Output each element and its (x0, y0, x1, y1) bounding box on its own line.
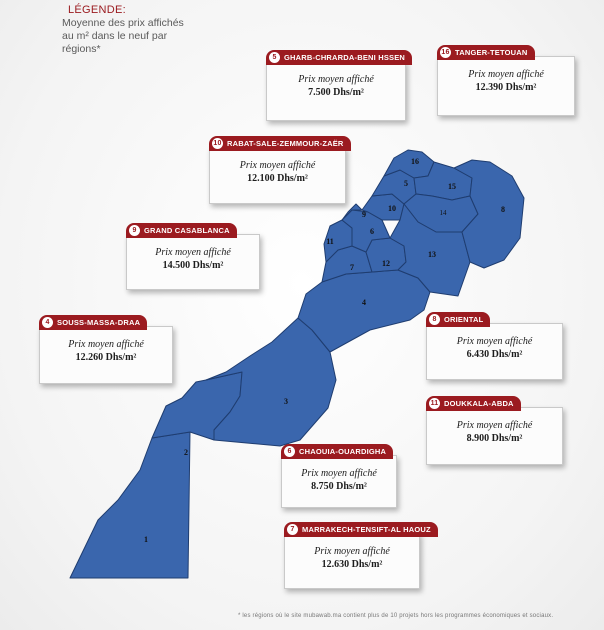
region-name: CHAOUIA-OUARDIGHA (299, 447, 387, 456)
region-number-badge: 4 (42, 317, 53, 328)
region-label-1: 1 (144, 535, 148, 544)
price-label: Prix moyen affiché (239, 160, 316, 171)
legend-description-line1: Moyenne des prix affichés (62, 17, 184, 29)
region-label-3: 3 (284, 397, 288, 406)
region-name: GHARB-CHRARDA-BENI HSSEN (284, 53, 406, 62)
region-label-11: 11 (326, 237, 334, 246)
legend-description-line2: au m² dans le neuf par (62, 30, 168, 42)
price-label: Prix moyen affiché (456, 336, 533, 347)
region-label-6: 6 (370, 227, 374, 236)
region-card-header (437, 45, 535, 60)
region-number-badge: 11 (430, 400, 439, 407)
region-label-10: 10 (388, 204, 396, 213)
price-value: 12.100 Dhs/m² (247, 173, 308, 184)
region-name: GRAND CASABLANCA (144, 226, 230, 235)
price-value: 14.500 Dhs/m² (162, 260, 224, 271)
region-number-badge: 6 (284, 446, 295, 457)
price-value: 6.430 Dhs/m² (466, 349, 523, 360)
region-card-doukkala (426, 399, 563, 465)
region-card-header (281, 444, 393, 459)
region-label-8: 8 (501, 205, 505, 214)
region-label-4: 4 (362, 298, 366, 307)
region-number-badge: 7 (287, 524, 298, 535)
region-card-header (266, 50, 412, 65)
region-label-16: 16 (411, 157, 419, 166)
region-label-14: 14 (439, 209, 447, 217)
region-card-chaouia (281, 447, 397, 508)
region-name: SOUSS-MASSA-DRAA (57, 318, 141, 327)
region-name: TANGER-TETOUAN (455, 48, 528, 57)
region-card-casablanca (126, 226, 260, 290)
price-label: Prix moyen affiché (301, 468, 377, 479)
region-number-badge: 8 (429, 314, 440, 325)
price-value: 12.260 Dhs/m² (75, 352, 137, 363)
region-name: DOUKKALA-ABDA (444, 399, 514, 408)
region-card-tanger (437, 48, 575, 116)
region-number-badge: 16 (441, 49, 450, 56)
price-label: Prix moyen affiché (314, 546, 390, 557)
price-value: 12.630 Dhs/m² (321, 559, 383, 570)
region-name: MARRAKECH-TENSIFT-AL HAOUZ (302, 525, 431, 534)
legend-description-line3: régions* (62, 43, 101, 55)
region-card-header (426, 312, 490, 327)
region-label-15: 15 (448, 182, 456, 191)
region-card-header (126, 223, 237, 238)
price-value: 12.390 Dhs/m² (475, 82, 537, 93)
region-label-7: 7 (350, 263, 354, 272)
region-label-13: 13 (428, 250, 436, 259)
region-label-12: 12 (382, 259, 390, 268)
legend-title: LÉGENDE: (68, 4, 127, 16)
region-number-badge: 10 (213, 140, 222, 147)
price-label: Prix moyen affiché (468, 69, 544, 80)
region-name: RABAT-SALE-ZEMMOUR-ZAËR (227, 139, 344, 148)
region-card-souss (39, 318, 173, 384)
region-card-header (426, 396, 521, 411)
price-label: Prix moyen affiché (155, 247, 231, 258)
footnote: * les régions où le site mubawab.ma contient plus de 10 projets hors les programmes économiques et sociaux. (238, 613, 554, 619)
region-card-marrakech (284, 525, 431, 589)
price-value: 8.750 Dhs/m² (311, 481, 367, 492)
region-card-header (209, 136, 351, 151)
price-label: Prix moyen affiché (68, 339, 144, 350)
region-card-gharb (266, 53, 406, 121)
region-number-badge: 5 (269, 52, 280, 63)
region-card-rabat (209, 139, 346, 204)
region-label-2: 2 (184, 448, 188, 457)
price-value: 8.900 Dhs/m² (466, 433, 523, 444)
region-card-header (39, 315, 147, 330)
region-card-oriental (426, 315, 563, 380)
region-number-badge: 9 (129, 225, 140, 236)
price-label: Prix moyen affiché (456, 420, 533, 431)
region-label-5: 5 (404, 179, 408, 188)
region-card-header (284, 522, 438, 537)
region-name: ORIENTAL (444, 315, 484, 324)
region-1-shape[interactable] (70, 432, 190, 578)
price-value: 7.500 Dhs/m² (308, 87, 364, 98)
price-label: Prix moyen affiché (298, 74, 374, 85)
region-label-9: 9 (362, 210, 366, 219)
